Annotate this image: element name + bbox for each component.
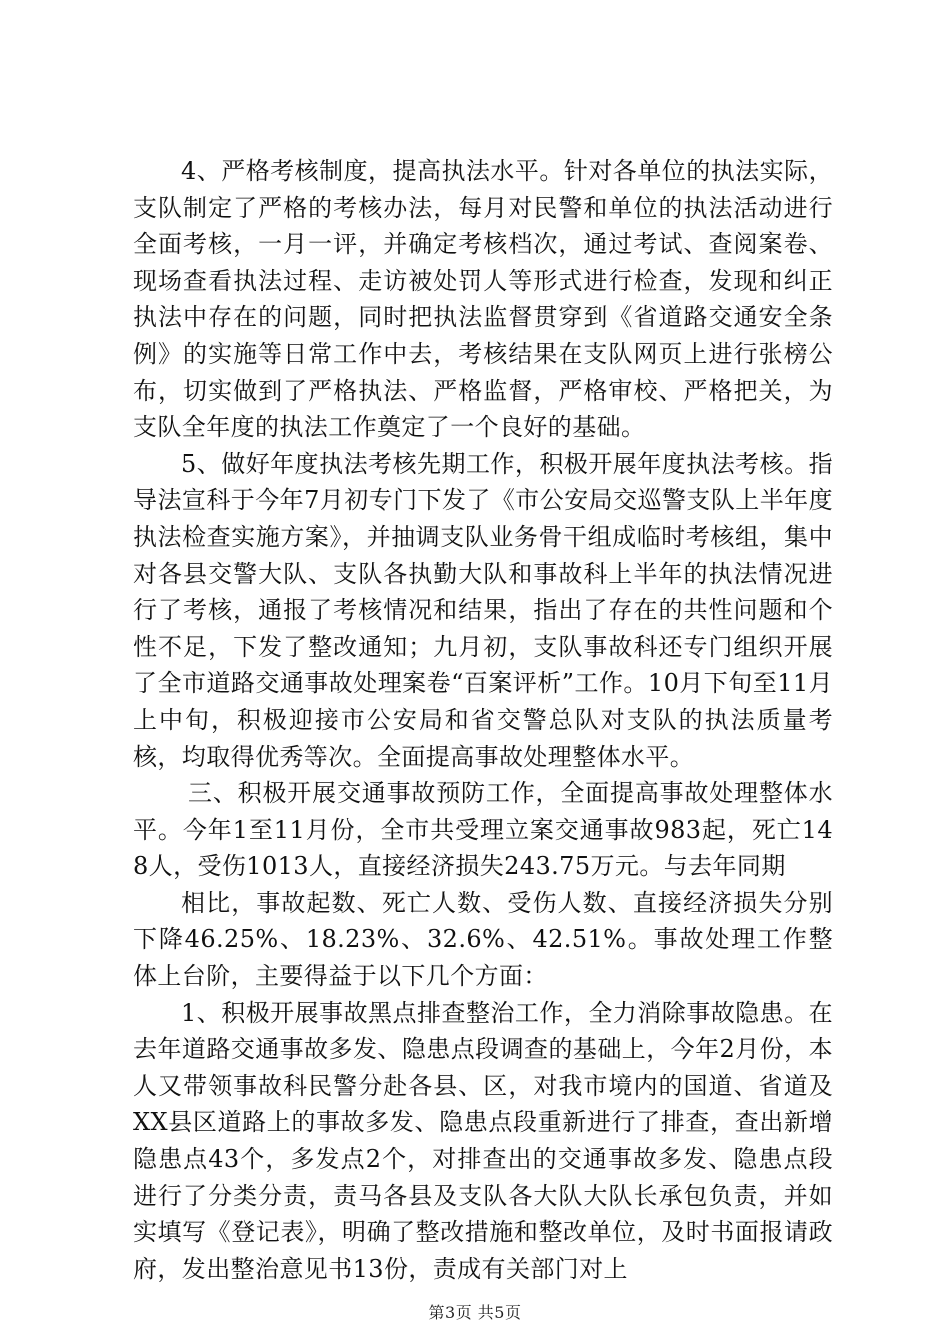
paragraph-comparison: 相比，事故起数、死亡人数、受伤人数、直接经济损失分别下降46.25%、18.23%、32.6%、42.51%。事故处理工作整体上台阶，主要得益于以下几个方面： [133, 888, 833, 991]
paragraph-exam-system: 4、严格考核制度，提高执法水平。针对各单位的执法实际，支队制定了严格的考核办法，每月对民警和单位的执法活动进行全面考核，一月一评，并确定考核档次，通过考试、查阅案卷、现场查看执法过程、走访被处罚人等形式进行检查，发现和纠正执法中存在的问题，同时把执法监督贯穿到《省道路交通安全条例》的实施等日常工作中去，考核结果在支队网页上进行张榜公布，切实做到了严格执法、严格监督，严格审校、严格把关，为支队全年度的执法工作奠定了一个良好的基础。 [133, 157, 833, 442]
paragraph-annual-assessment: 5、做好年度执法考核先期工作，积极开展年度执法考核。指导法宣科于今年7月初专门下发了《市公安局交巡警支队上半年度执法检查实施方案》，并抽调支队业务骨干组成临时考核组，集中对各县交警大队、支队各执勤大队和事故科上半年的执法情况进行了考核，通报了考核情况和结果，指出了存在的共性问题和个性不足，下发了整改通知；九月初，支队事故科还专门组织开展了全市道路交通事故处理案卷“百案评析”工作。10月下旬至11月上中旬，积极迎接市公安局和省交警总队对支队的执法质量考核，均取得优秀等次。全面提高事故处理整体水平。 [133, 449, 833, 771]
page-number-footer: 第3页 共5页 [428, 1303, 522, 1322]
paragraph-accident-prevention: 三、积极开展交通事故预防工作，全面提高事故处理整体水平。今年1至11月份，全市共受理立案交通事故983起，死亡148人，受伤1013人，直接经济损失243.75万元。与去年同期 [133, 779, 833, 881]
document-body [133, 153, 833, 1287]
paragraph-blackspot-rectification: 1、积极开展事故黑点排查整治工作，全力消除事故隐患。在去年道路交通事故多发、隐患点段调查的基础上，今年2月份，本人又带领事故科民警分赴各县、区，对我市境内的国道、省道及XX县区道路上的事故多发、隐患点段重新进行了排查，查出新增隐患点43个，多发点2个，对排查出的交通事故多发、隐患点段进行了分类分责，责马各县及支队各大队大队长承包负责，并如实填写《登记表》，明确了整改措施和整改单位，及时书面报请政府，发出整治意见书13份，责成有关部门对上 [133, 998, 833, 1283]
